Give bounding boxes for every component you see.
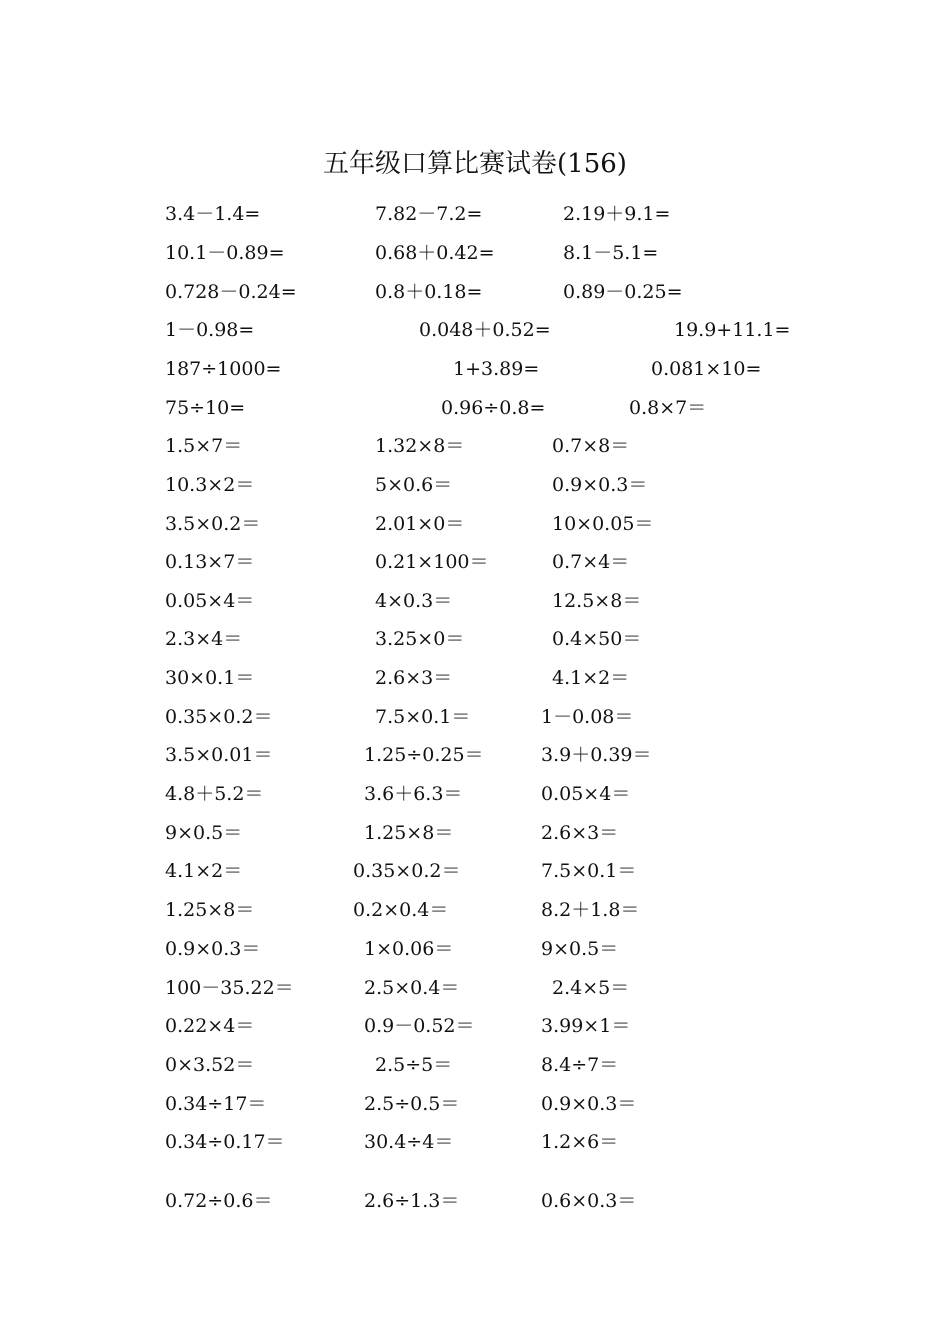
problem-item: 3.9＋0.39＝: [541, 744, 652, 766]
page-title: 五年级口算比赛试卷(156): [323, 149, 627, 179]
problem-item: 2.4×5＝: [552, 977, 630, 999]
problem-item: 9×0.5＝: [165, 822, 243, 844]
problem-row: [0, 663, 950, 693]
problem-item: 0.21×100＝: [375, 551, 489, 573]
problem-item: 100－35.22＝: [165, 977, 294, 999]
problem-item: 3.6＋6.3＝: [364, 783, 463, 805]
problem-item: 5×0.6＝: [375, 474, 453, 496]
problem-item: 7.82－7.2=: [375, 203, 483, 225]
problem-row: [0, 1089, 950, 1119]
problem-row: [0, 934, 950, 964]
problem-item: 1－0.08＝: [541, 706, 634, 728]
problem-item: 0.05×4＝: [165, 590, 255, 612]
problem-item: 2.6÷1.3＝: [364, 1190, 460, 1212]
problem-item: 12.5×8＝: [552, 590, 642, 612]
problem-row: [0, 856, 950, 886]
problem-item: 1.25×8＝: [165, 899, 255, 921]
problem-item: 2.6×3＝: [375, 667, 453, 689]
problem-item: 1.25×8＝: [364, 822, 454, 844]
problem-item: 30.4÷4＝: [364, 1131, 454, 1153]
problem-item: 1.32×8＝: [375, 435, 465, 457]
problem-item: 0.2×0.4＝: [353, 899, 449, 921]
problem-item: 0.89－0.25=: [563, 281, 683, 303]
problem-item: 0.081×10=: [651, 358, 762, 380]
problem-item: 1+3.89=: [453, 358, 540, 380]
problem-item: 4.1×2＝: [165, 860, 243, 882]
problem-item: 0.9×0.3＝: [165, 938, 261, 960]
problem-item: 8.4÷7＝: [541, 1054, 619, 1076]
problem-item: 2.19＋9.1=: [563, 203, 671, 225]
problem-row: [0, 470, 950, 500]
problem-item: 2.5×0.4＝: [364, 977, 460, 999]
problem-item: 0.728－0.24=: [165, 281, 297, 303]
problem-item: 0.35×0.2＝: [353, 860, 461, 882]
problem-row: [0, 315, 950, 345]
problem-item: 10.1－0.89=: [165, 242, 285, 264]
problem-item: 2.01×0＝: [375, 513, 465, 535]
problem-item: 0.72÷0.6＝: [165, 1190, 273, 1212]
problem-item: 0.13×7＝: [165, 551, 255, 573]
problem-item: 0.68＋0.42=: [375, 242, 495, 264]
problem-row: [0, 238, 950, 268]
problem-item: 8.1－5.1=: [563, 242, 659, 264]
problem-item: 75÷10=: [165, 397, 246, 419]
problem-item: 0.34÷17＝: [165, 1093, 267, 1115]
problem-item: 1－0.98=: [165, 319, 255, 341]
problem-item: 0.7×4＝: [552, 551, 630, 573]
problem-item: 0.96÷0.8=: [441, 397, 546, 419]
problem-row: [0, 779, 950, 809]
problem-item: 4.8＋5.2＝: [165, 783, 264, 805]
problem-item: 0.35×0.2＝: [165, 706, 273, 728]
problem-item: 0.05×4＝: [541, 783, 631, 805]
problem-item: 8.2＋1.8＝: [541, 899, 640, 921]
problem-row: [0, 973, 950, 1003]
problem-row: [0, 1186, 950, 1216]
problem-row: [0, 431, 950, 461]
problem-row: [0, 1050, 950, 1080]
problem-row: [0, 740, 950, 770]
problem-item: 2.5÷0.5＝: [364, 1093, 460, 1115]
problem-row: [0, 1127, 950, 1157]
problem-item: 1.2×6＝: [541, 1131, 619, 1153]
problem-item: 0.4×50＝: [552, 628, 642, 650]
problem-row: [0, 393, 950, 423]
problem-row: [0, 586, 950, 616]
problem-item: 3.99×1＝: [541, 1015, 631, 1037]
problem-row: [0, 818, 950, 848]
problem-item: 0.9×0.3＝: [541, 1093, 637, 1115]
problem-item: 7.5×0.1＝: [375, 706, 471, 728]
problem-item: 0.8×7＝: [629, 397, 707, 419]
problem-item: 10.3×2＝: [165, 474, 255, 496]
problem-row: [0, 895, 950, 925]
problem-row: [0, 624, 950, 654]
problem-row: [0, 277, 950, 307]
problem-item: 0.7×8＝: [552, 435, 630, 457]
problem-item: 187÷1000=: [165, 358, 282, 380]
problem-item: 0.9－0.52＝: [364, 1015, 475, 1037]
problem-row: [0, 509, 950, 539]
problem-item: 1.25÷0.25＝: [364, 744, 484, 766]
problem-item: 1.5×7＝: [165, 435, 243, 457]
problem-item: 3.5×0.01＝: [165, 744, 273, 766]
problem-item: 0.6×0.3＝: [541, 1190, 637, 1212]
problem-item: 0.22×4＝: [165, 1015, 255, 1037]
problem-item: 30×0.1＝: [165, 667, 255, 689]
problem-item: 3.5×0.2＝: [165, 513, 261, 535]
problem-item: 4.1×2＝: [552, 667, 630, 689]
problem-item: 2.6×3＝: [541, 822, 619, 844]
problem-item: 10×0.05＝: [552, 513, 654, 535]
problem-item: 0.8＋0.18=: [375, 281, 483, 303]
problem-item: 4×0.3＝: [375, 590, 453, 612]
problem-item: 2.5÷5＝: [375, 1054, 453, 1076]
problem-item: 0.9×0.3＝: [552, 474, 648, 496]
problem-item: 3.4－1.4=: [165, 203, 261, 225]
problem-row: [0, 354, 950, 384]
problem-row: [0, 199, 950, 229]
problem-row: [0, 547, 950, 577]
problem-item: 2.3×4＝: [165, 628, 243, 650]
problem-item: 0×3.52＝: [165, 1054, 255, 1076]
problem-item: 3.25×0＝: [375, 628, 465, 650]
problem-item: 7.5×0.1＝: [541, 860, 637, 882]
problem-item: 1×0.06＝: [364, 938, 454, 960]
problem-item: 0.048＋0.52=: [419, 319, 551, 341]
problem-item: 0.34÷0.17＝: [165, 1131, 285, 1153]
problem-row: [0, 1011, 950, 1041]
problem-row: [0, 702, 950, 732]
problem-item: 9×0.5＝: [541, 938, 619, 960]
problem-item: 19.9+11.1=: [674, 319, 791, 341]
